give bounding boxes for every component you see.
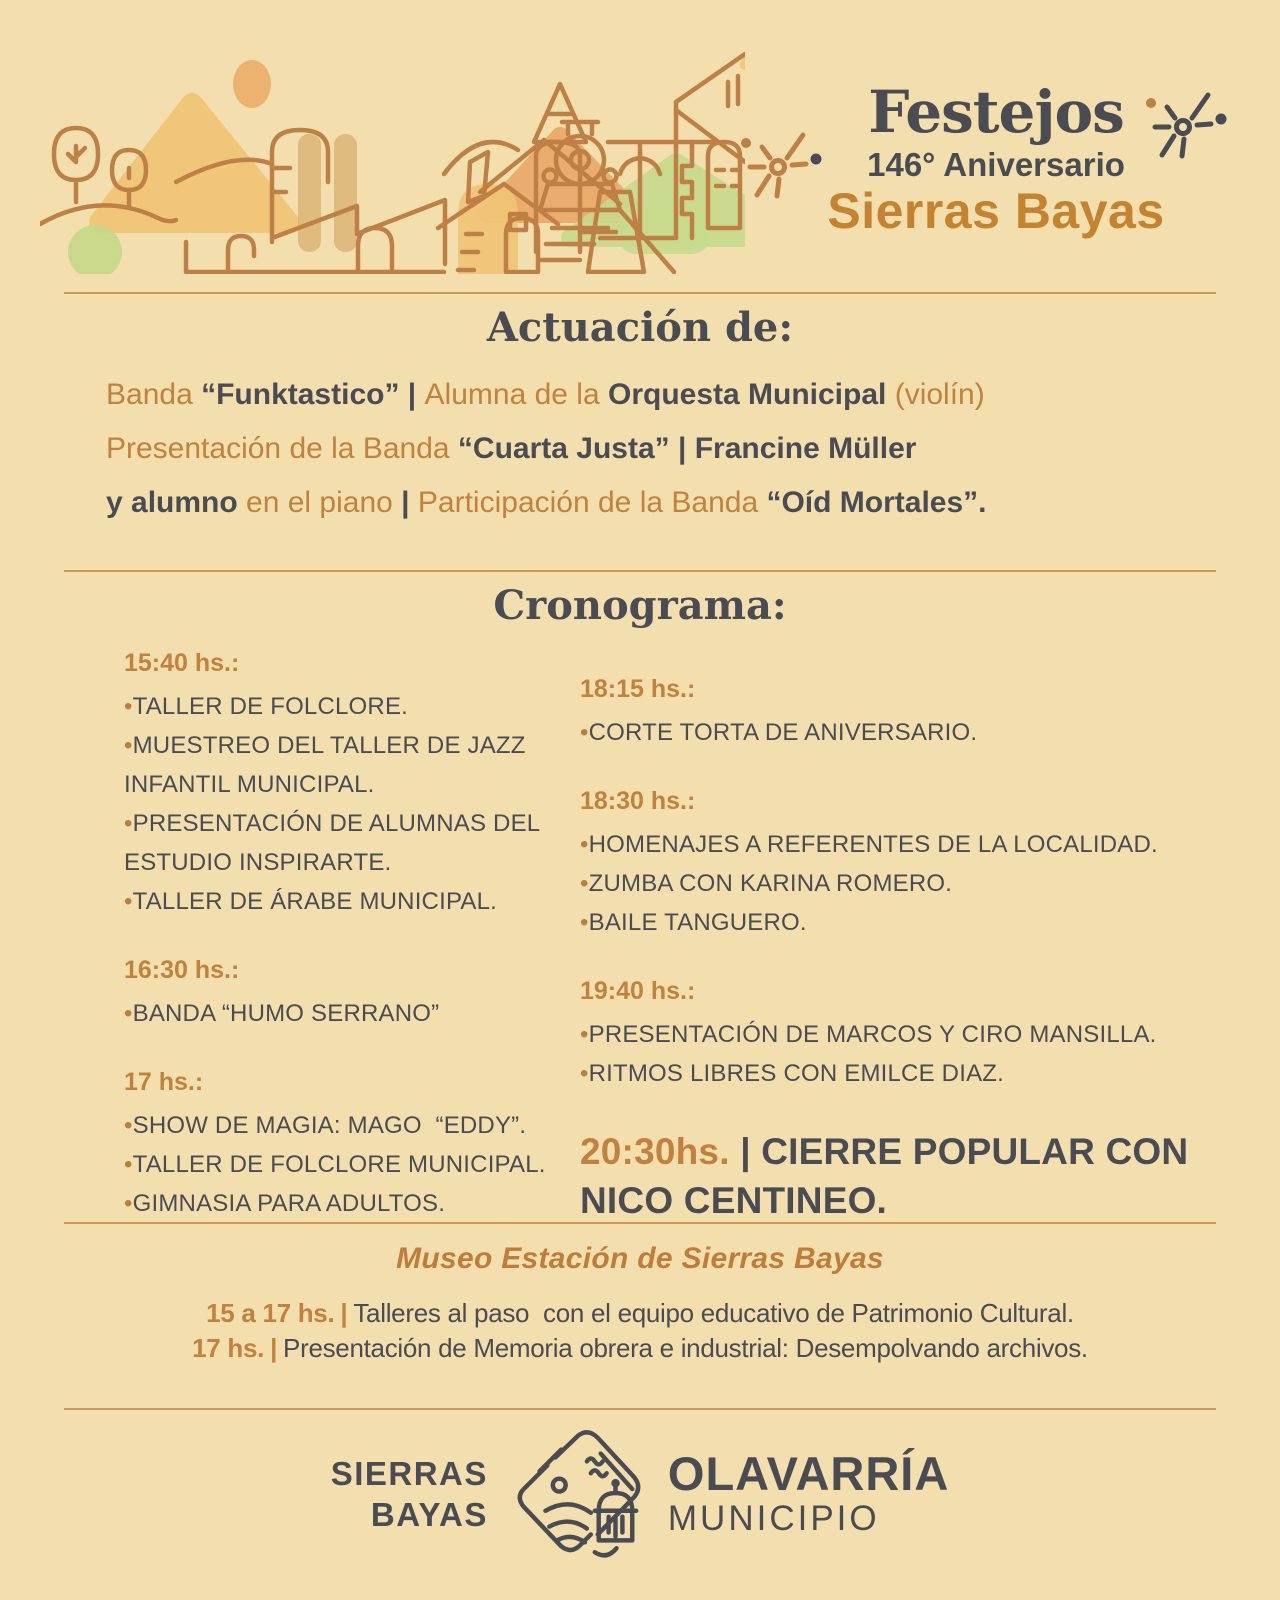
text-segment: Banda: [106, 378, 202, 411]
text-segment: “Cuarta Justa” | Francine Müller: [457, 432, 917, 465]
museum-line: [0, 1333, 1280, 1364]
schedule-item-text: GIMNASIA PARA ADULTOS.: [132, 1190, 446, 1217]
museum-heading: Museo Estación de Sierras Bayas: [396, 1242, 884, 1275]
closing-time: 20:30hs.: [580, 1131, 730, 1172]
schedule-item: [580, 713, 1219, 752]
section-divider: [64, 570, 1216, 572]
closing-event: [580, 1127, 1219, 1225]
schedule: [124, 648, 1219, 1257]
bullet-dot: •: [580, 1060, 589, 1087]
bullet-dot: •: [580, 719, 589, 746]
village-skyline-illustration: [40, 42, 745, 274]
schedule-item: [580, 864, 1219, 903]
bullet-dot: •: [124, 732, 133, 759]
schedule-item: [124, 882, 580, 921]
bullet-dot: •: [124, 693, 133, 720]
poster-script-title: Festejos: [868, 78, 1124, 146]
text-segment: “Oíd Mortales”.: [766, 486, 987, 519]
museum-time: 17 hs.: [192, 1333, 265, 1363]
place-title: Sierras Bayas: [827, 183, 1165, 239]
schedule-item-text: PRESENTACIÓN DE MARCOS Y CIRO MANSILLA.: [588, 1021, 1157, 1048]
schedule-time-label: 16:30 hs.:: [124, 956, 240, 984]
schedule-time-label: 18:15 hs.:: [580, 675, 696, 703]
actuacion-line: [106, 368, 1186, 422]
olavarria-municipio-logo: [504, 1420, 652, 1568]
text-segment: “Funktastico”: [201, 378, 400, 411]
footer-logos: [0, 1420, 1280, 1568]
bullet-dot: •: [124, 1151, 133, 1178]
bullet-dot: •: [580, 909, 589, 936]
bullet-dot: •: [580, 870, 589, 897]
schedule-block: [124, 648, 580, 921]
section-divider: [64, 1408, 1216, 1410]
schedule-item-text: BANDA “HUMO SERRANO”: [132, 1000, 440, 1027]
schedule-item-text: HOMENAJES A REFERENTES DE LA LOCALIDAD.: [588, 831, 1158, 858]
closing-separator: |: [740, 1131, 751, 1172]
schedule-column-left: [124, 648, 580, 1257]
schedule-item-text: TALLER DE FOLCLORE MUNICIPAL.: [132, 1151, 546, 1178]
schedule-block: [580, 674, 1219, 752]
schedule-item-text: PRESENTACIÓN DE ALUMNAS DEL ESTUDIO INSPIRARTE.: [124, 810, 547, 876]
schedule-item: [124, 804, 580, 882]
text-segment: (violín): [886, 378, 985, 411]
cronograma-heading: Cronograma:: [493, 582, 787, 629]
text-segment: |: [399, 378, 425, 411]
schedule-time-label: 18:30 hs.:: [580, 787, 696, 815]
schedule-block: [580, 786, 1219, 942]
actuacion-lines: [106, 368, 1186, 530]
text-segment: Alumna de la: [424, 378, 608, 411]
schedule-item: [124, 1184, 580, 1223]
schedule-block: [124, 955, 580, 1033]
bullet-dot: •: [124, 1000, 133, 1027]
header-title-block: [800, 80, 1192, 238]
section-divider: [64, 292, 1216, 294]
bullet-dot: •: [124, 1112, 133, 1139]
museum-text: Presentación de Memoria obrera e industrial: Desempolvando archivos.: [283, 1333, 1088, 1363]
schedule-item-text: BAILE TANGUERO.: [588, 909, 807, 936]
actuacion-heading: Actuación de:: [486, 304, 794, 351]
schedule-item-text: CORTE TORTA DE ANIVERSARIO.: [588, 719, 978, 746]
schedule-item-text: SHOW DE MAGIA: MAGO “EDDY”.: [132, 1112, 527, 1139]
schedule-item: [580, 1054, 1219, 1093]
locality-wordmark: [331, 1453, 488, 1535]
text-segment: Participación de la Banda: [417, 486, 767, 519]
municipality-subtitle: MUNICIPIO: [667, 1499, 880, 1538]
text-segment: Orquesta Municipal: [607, 378, 887, 411]
anniversary-subtitle: 146° Aniversario: [867, 146, 1125, 183]
schedule-item-text: MUESTREO DEL TALLER DE JAZZ INFANTIL MUNICIPAL.: [124, 732, 533, 798]
museum-separator: |: [340, 1298, 348, 1328]
municipality-wordmark: [668, 1449, 949, 1539]
schedule-time-label: 19:40 hs.:: [580, 977, 696, 1005]
bullet-dot: •: [124, 810, 133, 837]
museum-time: 15 a 17 hs.: [206, 1298, 335, 1328]
text-segment: Presentación de la Banda: [106, 432, 458, 465]
schedule-item: [124, 994, 580, 1033]
schedule-block: [124, 1067, 580, 1223]
museum-line: [0, 1298, 1280, 1329]
schedule-item-text: RITMOS LIBRES CON EMILCE DIAZ.: [588, 1060, 1005, 1087]
text-segment: y alumno: [106, 486, 247, 519]
schedule-item: [580, 1015, 1219, 1054]
schedule-item-text: TALLER DE ÁRABE MUNICIPAL.: [132, 888, 498, 915]
schedule-column-right: [580, 648, 1219, 1257]
schedule-item: [124, 1106, 580, 1145]
municipality-name: OLAVARRÍA: [667, 1447, 950, 1500]
bullet-dot: •: [124, 1190, 133, 1217]
schedule-item: [124, 726, 580, 804]
schedule-blocks-right: [580, 674, 1219, 1093]
schedule-item-text: ZUMBA CON KARINA ROMERO.: [588, 870, 953, 897]
locality-line: BAYAS: [370, 1496, 488, 1533]
closing-text: CIERRE POPULAR CON NICO CENTINEO.: [580, 1131, 1189, 1221]
actuacion-line: [106, 476, 1186, 530]
bullet-dot: •: [124, 888, 133, 915]
museum-text: Talleres al paso con el equipo educativo de Patrimonio Cultural.: [353, 1298, 1074, 1328]
actuacion-line: [106, 422, 1186, 476]
text-segment: |: [401, 486, 418, 519]
text-segment: en el piano: [246, 486, 402, 519]
schedule-time-label: 17 hs.:: [124, 1068, 204, 1096]
section-divider: [64, 1222, 1216, 1224]
locality-line: SIERRAS: [330, 1455, 488, 1492]
schedule-block: [580, 976, 1219, 1093]
schedule-item: [580, 825, 1219, 864]
schedule-item: [580, 903, 1219, 942]
schedule-item: [124, 1145, 580, 1184]
museum-separator: |: [270, 1333, 278, 1363]
bullet-dot: •: [580, 831, 589, 858]
schedule-time-label: 15:40 hs.:: [124, 649, 240, 677]
bullet-dot: •: [580, 1021, 589, 1048]
schedule-item-text: TALLER DE FOLCLORE.: [132, 693, 409, 720]
schedule-item: [124, 687, 580, 726]
